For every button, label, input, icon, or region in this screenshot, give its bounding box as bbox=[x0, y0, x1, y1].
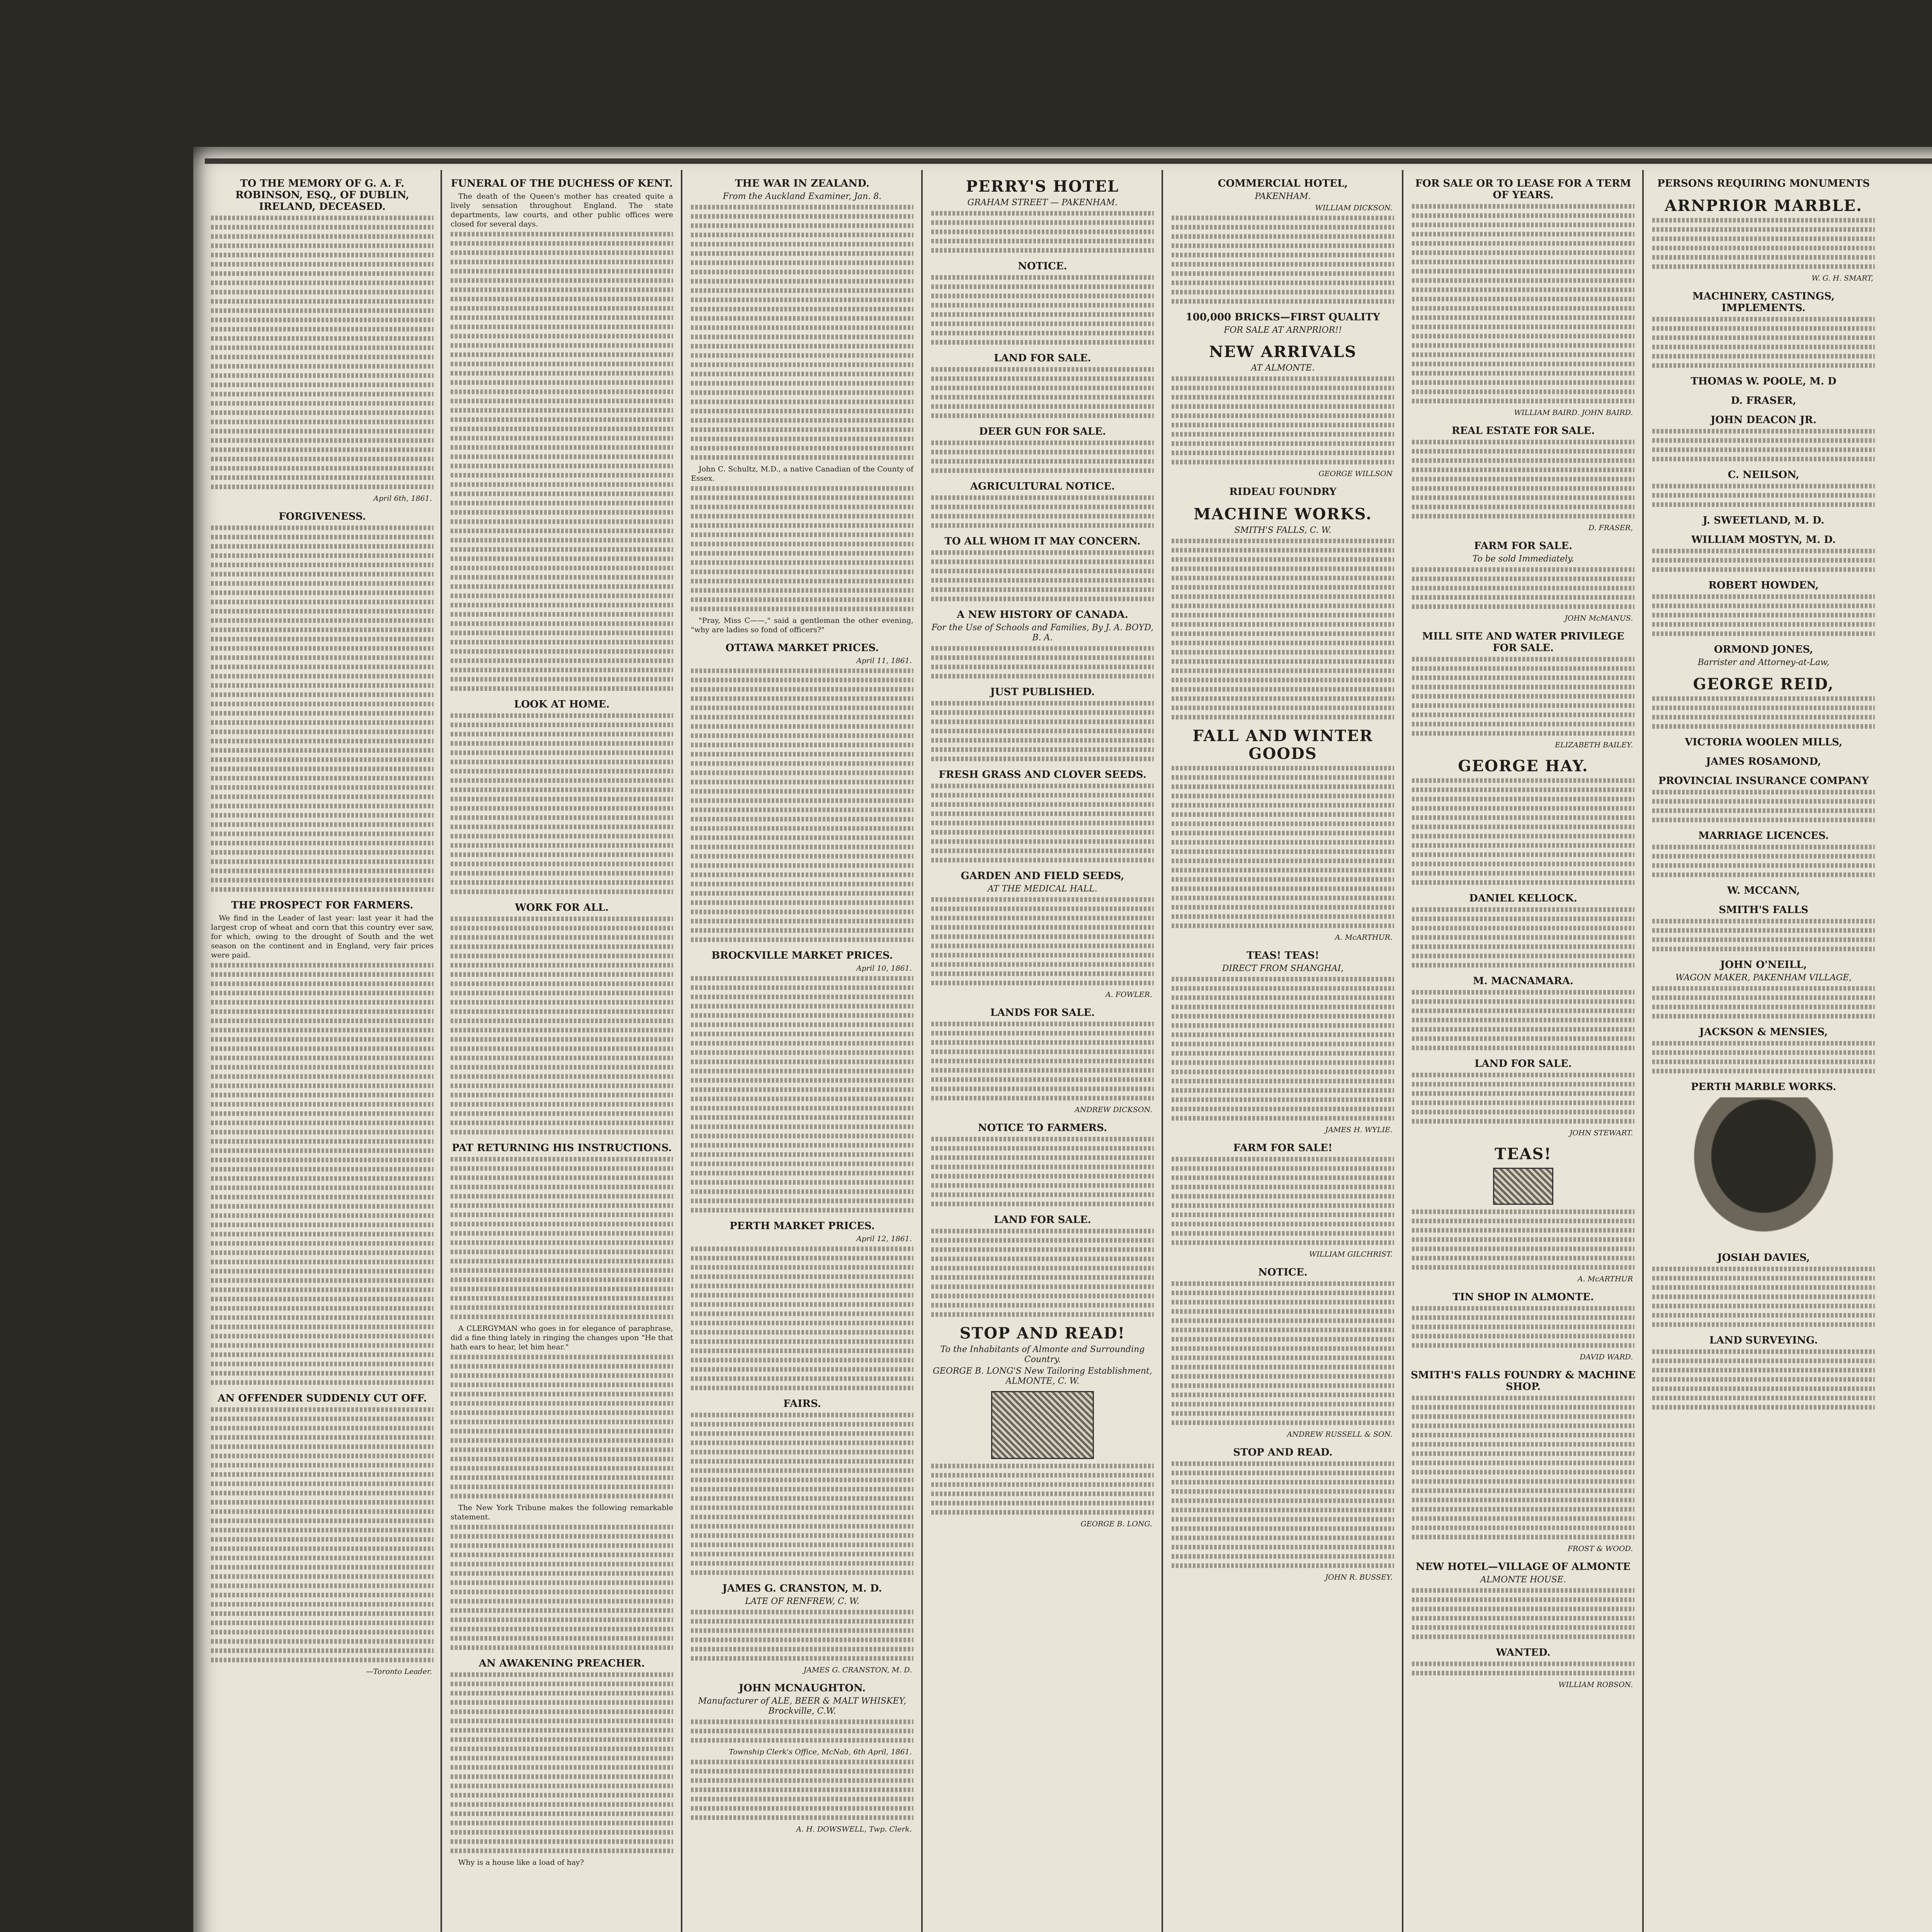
perth-marble-title: PERTH MARBLE WORKS. bbox=[1690, 1081, 1837, 1093]
commercial-title: COMMERCIAL HOTEL, bbox=[1218, 178, 1348, 189]
gilchrist-sig: WILLIAM GILCHRIST. bbox=[1309, 1250, 1393, 1259]
hay-title: GEORGE HAY. bbox=[1458, 757, 1588, 775]
howden-text bbox=[1652, 594, 1875, 636]
lease-text bbox=[1412, 204, 1634, 403]
nyt-body bbox=[451, 1525, 673, 1650]
look-title: LOOK AT HOME. bbox=[514, 699, 610, 710]
hay-riddle: Why is a house like a load of hay? bbox=[458, 1858, 584, 1867]
land-sale2-text bbox=[931, 1229, 1154, 1317]
marriage-text bbox=[1652, 845, 1875, 877]
garden-title: GARDEN AND FIELD SEEDS, bbox=[961, 870, 1124, 882]
machinery-title: MACHINERY, CASTINGS, IMPLEMENTS. bbox=[1692, 291, 1835, 314]
agri-text bbox=[931, 495, 1154, 528]
schultz-body bbox=[691, 486, 913, 611]
bricks-title: 100,000 BRICKS—FIRST QUALITY bbox=[1185, 311, 1380, 323]
hay-text bbox=[1412, 778, 1634, 885]
lands-title: LANDS FOR SALE. bbox=[990, 1007, 1095, 1019]
stop-read-text bbox=[1172, 1461, 1394, 1568]
column-rule bbox=[1642, 170, 1644, 1932]
hotel-text bbox=[1412, 1588, 1634, 1639]
work-title: WORK FOR ALL. bbox=[515, 902, 609, 913]
funeral-title: FUNERAL OF THE DUCHESS OF KENT. bbox=[451, 178, 673, 189]
mcnaughton-title: JOHN MCNAUGHTON. bbox=[738, 1682, 866, 1694]
arnprior-text bbox=[1652, 218, 1875, 269]
russell-sig: ANDREW RUSSELL & SON. bbox=[1287, 1430, 1393, 1439]
oneill-sub: WAGON MAKER, PAKENHAM VILLAGE, bbox=[1675, 973, 1852, 983]
column-1 bbox=[209, 170, 436, 1932]
fraser-sig: D. FRASER, bbox=[1588, 524, 1633, 532]
arrivals-sub: AT ALMONTE. bbox=[1251, 363, 1315, 373]
preacher-title: AN AWAKENING PREACHER. bbox=[479, 1658, 645, 1669]
smiths-text bbox=[1412, 1396, 1634, 1539]
war-source: From the Auckland Examiner, Jan. 8. bbox=[723, 192, 882, 201]
marriage-title: MARRIAGE LICENCES. bbox=[1698, 830, 1829, 842]
war-title: THE WAR IN ZEALAND. bbox=[735, 178, 869, 189]
just-title: JUST PUBLISHED. bbox=[990, 686, 1095, 698]
wanted-text bbox=[1412, 1662, 1634, 1675]
long-text bbox=[931, 1464, 1154, 1515]
perry-title: PERRY'S HOTEL bbox=[966, 177, 1119, 196]
concern-title: TO ALL WHOM IT MAY CONCERN. bbox=[944, 536, 1141, 547]
ottawa-date: April 11, 1861. bbox=[856, 656, 912, 665]
funeral-text: The death of the Queen's mother has created quite a lively sensation throughout England. The state departments, law courts, and other public offices were closed for several days. bbox=[451, 192, 673, 228]
brockville-date: April 10, 1861. bbox=[856, 964, 912, 973]
prospect-title: THE PROSPECT FOR FARMERS. bbox=[231, 900, 413, 911]
prospect-text: We find in the Leader of last year: last year it had the largest crop of wheat and corn that this country ever saw, for which, owing to the drought of South and the wet season on the continent and in England, very fair prices were paid. bbox=[211, 914, 434, 959]
mcnaughton-text bbox=[691, 1719, 913, 1743]
notice-text bbox=[1172, 1281, 1394, 1425]
perth-date: April 12, 1861. bbox=[856, 1235, 912, 1243]
commercial-text bbox=[1172, 216, 1394, 304]
fraser-title: D. FRASER, bbox=[1731, 395, 1796, 406]
offender-title: AN OFFENDER SUDDENLY CUT OFF. bbox=[218, 1393, 427, 1404]
perth-prices bbox=[691, 1247, 913, 1390]
mcmanus-sig: JOHN McMANUS. bbox=[1565, 614, 1633, 622]
victoria-title: VICTORIA WOOLEN MILLS, bbox=[1685, 736, 1842, 748]
perth-title: PERTH MARKET PRICES. bbox=[730, 1220, 875, 1232]
stewart-sig: JOHN STEWART. bbox=[1569, 1129, 1633, 1137]
offender-source: —Toronto Leader. bbox=[366, 1667, 432, 1676]
column-2 bbox=[448, 170, 675, 1932]
poole-title: THOMAS W. POOLE, M. D bbox=[1690, 376, 1837, 387]
bussey-sig: JOHN R. BUSSEY. bbox=[1325, 1573, 1393, 1582]
farmers-text bbox=[931, 1137, 1154, 1206]
rideau-title: RIDEAU FOUNDRY bbox=[1229, 486, 1337, 498]
war-text bbox=[691, 205, 913, 460]
land-title: LAND FOR SALE. bbox=[1475, 1058, 1572, 1070]
column-rule bbox=[440, 170, 442, 1932]
dowswell-sig: A. H. DOWSWELL, Twp. Clerk. bbox=[796, 1825, 912, 1833]
farm-text bbox=[1172, 1157, 1394, 1245]
jackson-title: JACKSON & MENSIES, bbox=[1699, 1026, 1828, 1038]
fairs-text bbox=[691, 1413, 913, 1575]
neilson-title: C. NEILSON, bbox=[1728, 469, 1799, 481]
cranston-sub: LATE OF RENFREW, C. W. bbox=[745, 1597, 859, 1606]
nyt-text: The New York Tribune makes the following remarkable statement. bbox=[451, 1503, 673, 1521]
machine-title: MACHINE WORKS. bbox=[1194, 505, 1372, 523]
stop-read-title: STOP AND READ. bbox=[1233, 1447, 1333, 1458]
commercial-owner: WILLIAM DICKSON. bbox=[1315, 204, 1393, 212]
column-5 bbox=[1169, 170, 1396, 1932]
notice-title: NOTICE. bbox=[1018, 260, 1067, 272]
macnamara-title: M. MACNAMARA. bbox=[1473, 975, 1574, 987]
look-text bbox=[451, 713, 673, 894]
notice-title: NOTICE. bbox=[1258, 1267, 1308, 1278]
oneill-text bbox=[1652, 986, 1875, 1019]
robson-sig: WILLIAM ROBSON. bbox=[1558, 1680, 1633, 1689]
land-sale2-title: LAND FOR SALE. bbox=[994, 1214, 1091, 1226]
neilson-text bbox=[1652, 484, 1875, 507]
land-sale-title: LAND FOR SALE. bbox=[994, 352, 1091, 364]
teas-text bbox=[1412, 1209, 1634, 1270]
concern-text bbox=[931, 550, 1154, 601]
fall-title: FALL AND WINTER GOODS bbox=[1192, 727, 1373, 763]
township-notice: Township Clerk's Office, McNab, 6th April, 1861. bbox=[729, 1748, 912, 1756]
hotel-title: NEW HOTEL—VILLAGE OF ALMONTE bbox=[1416, 1561, 1631, 1573]
column-rule bbox=[681, 170, 682, 1932]
ottawa-prices bbox=[691, 668, 913, 942]
kellock-title: DANIEL KELLOCK. bbox=[1469, 893, 1577, 904]
tea-chest-illustration bbox=[1493, 1168, 1553, 1205]
arthur-sig: A. McARTHUR. bbox=[1335, 933, 1393, 942]
cranston-sig: JAMES G. CRANSTON, M. D. bbox=[803, 1666, 912, 1674]
garden-text bbox=[931, 897, 1154, 985]
farm-title: FARM FOR SALE. bbox=[1474, 540, 1573, 552]
poem-title: TO THE MEMORY OF G. A. F. ROBINSON, ESQ., OF DUBLIN, IRELAND, DECEASED. bbox=[235, 178, 409, 213]
arrivals-text bbox=[1172, 376, 1394, 464]
deacon-title: JOHN DEACON JR. bbox=[1711, 414, 1816, 426]
farm-title: FARM FOR SALE! bbox=[1233, 1142, 1333, 1154]
bailey-sig: ELIZABETH BAILEY. bbox=[1555, 741, 1633, 749]
clergyman-text: A CLERGYMAN who goes in for elegance of paraphrase, did a fine thing lately in ringing the changes upon "He that hath ears to hear, let him hear." bbox=[451, 1324, 673, 1351]
hotel-sub: ALMONTE HOUSE. bbox=[1480, 1575, 1566, 1585]
poem-text bbox=[211, 216, 434, 489]
column-3 bbox=[689, 170, 916, 1932]
wylie-sig: JAMES H. WYLIE. bbox=[1325, 1126, 1393, 1134]
forgiveness-title: FORGIVENESS. bbox=[279, 511, 366, 522]
tin-text bbox=[1412, 1306, 1634, 1348]
macnamara-text bbox=[1412, 990, 1634, 1050]
history-title: A NEW HISTORY OF CANADA. bbox=[957, 609, 1128, 621]
long-title: GEORGE B. LONG'S New Tailoring Establishment, ALMONTE, C. W. bbox=[933, 1366, 1152, 1386]
column-rule bbox=[1162, 170, 1163, 1932]
land-text bbox=[1412, 1073, 1634, 1124]
offender-text bbox=[211, 1407, 434, 1662]
howden-title: ROBERT HOWDEN, bbox=[1708, 580, 1819, 591]
frost-sig: FROST & WOOD. bbox=[1567, 1544, 1633, 1553]
work-text bbox=[451, 917, 673, 1134]
newspaper-page bbox=[193, 147, 1932, 1932]
clergyman-body bbox=[451, 1355, 673, 1498]
mccann-title: W. MCCANN, bbox=[1727, 885, 1800, 896]
just-text bbox=[931, 701, 1154, 761]
davies-title: JOSIAH DAVIES, bbox=[1717, 1252, 1810, 1264]
mill-title: MILL SITE AND WATER PRIVILEGE FOR SALE. bbox=[1422, 631, 1624, 654]
jones-sub: Barrister and Attorney-at-Law, bbox=[1697, 658, 1830, 667]
preacher-text bbox=[451, 1672, 673, 1853]
history-text bbox=[931, 646, 1154, 679]
rosamond-title: JAMES ROSAMOND, bbox=[1706, 756, 1821, 767]
commercial-sub: PAKENHAM. bbox=[1255, 192, 1311, 201]
agri-title: AGRICULTURAL NOTICE. bbox=[970, 481, 1115, 492]
reid-title: GEORGE REID, bbox=[1693, 675, 1834, 693]
bricks-sub: FOR SALE AT ARNPRIOR!! bbox=[1224, 325, 1342, 335]
provincial-text bbox=[1652, 790, 1875, 822]
history-sub: For the Use of Schools and Families, By J. A. BOYD, B. A. bbox=[931, 623, 1154, 643]
teas-sub: DIRECT FROM SHANGHAI, bbox=[1222, 964, 1344, 973]
arnprior-title: ARNPRIOR MARBLE. bbox=[1665, 197, 1862, 215]
fall-text bbox=[1172, 766, 1394, 928]
farmers-title: NOTICE TO FARMERS. bbox=[978, 1122, 1107, 1134]
cranston-title: JAMES G. CRANSTON, M. D. bbox=[722, 1583, 882, 1594]
real-title: REAL ESTATE FOR SALE. bbox=[1451, 425, 1595, 437]
farm-text bbox=[1412, 567, 1634, 609]
lands-text bbox=[931, 1022, 1154, 1100]
farm-sub: To be sold Immediately. bbox=[1472, 554, 1574, 564]
teas-text bbox=[1172, 977, 1394, 1121]
column-4 bbox=[929, 170, 1156, 1932]
pat-text bbox=[451, 1157, 673, 1319]
reid-text bbox=[1652, 696, 1875, 729]
forgiveness-text bbox=[211, 526, 434, 892]
monuments-title: PERSONS REQUIRING MONUMENTS bbox=[1657, 178, 1870, 189]
mcnaughton-sub: Manufacturer of ALE, BEER & MALT WHISKEY, Brockville, C.W. bbox=[698, 1696, 906, 1716]
fairs-title: FAIRS. bbox=[783, 1398, 821, 1410]
machine-sub: SMITH'S FALLS, C. W. bbox=[1234, 526, 1332, 535]
mostyn-text bbox=[1652, 549, 1875, 572]
poem-date: April 6th, 1861. bbox=[373, 494, 432, 503]
stop-title: STOP AND READ! bbox=[959, 1324, 1126, 1342]
schultz-text: John C. Schultz, M.D., a native Canadian of the County of Essex. bbox=[691, 465, 913, 483]
pray-text: "Pray, Miss C——," said a gentleman the other evening, "why are ladies so fond of officers?" bbox=[691, 616, 913, 634]
oneill-title: JOHN O'NEILL, bbox=[1720, 959, 1807, 971]
davies-text bbox=[1652, 1267, 1875, 1327]
surveying-text bbox=[1652, 1349, 1875, 1410]
funeral-body bbox=[451, 232, 673, 691]
notice-text bbox=[931, 275, 1154, 345]
wanted-title: WANTED. bbox=[1496, 1647, 1551, 1658]
teas-title: TEAS! bbox=[1495, 1145, 1552, 1163]
kellock-text bbox=[1412, 907, 1634, 968]
brockville-prices bbox=[691, 976, 913, 1213]
lease-title: FOR SALE OR TO LEASE FOR A TERM OF YEARS. bbox=[1415, 178, 1631, 201]
willson-sig: GEORGE WILLSON bbox=[1318, 469, 1393, 478]
machine-text bbox=[1172, 539, 1394, 719]
deacon-text bbox=[1652, 429, 1875, 461]
deer-title: DEER GUN FOR SALE. bbox=[979, 426, 1106, 437]
long-sig: GEORGE B. LONG. bbox=[1080, 1520, 1152, 1528]
column-6 bbox=[1410, 170, 1637, 1932]
prospect-body bbox=[211, 963, 434, 1385]
sweetland-title: J. SWEETLAND, M. D. bbox=[1702, 515, 1825, 526]
top-rule bbox=[205, 158, 1932, 164]
surveying-title: LAND SURVEYING. bbox=[1709, 1335, 1818, 1346]
mcarthur-sig: A. McARTHUR bbox=[1577, 1275, 1633, 1283]
smiths-title: SMITH'S FALLS bbox=[1719, 904, 1808, 916]
machinery-text bbox=[1652, 317, 1875, 368]
arrivals-title: NEW ARRIVALS bbox=[1209, 343, 1357, 361]
brockville-title: BROCKVILLE MARKET PRICES. bbox=[711, 950, 893, 961]
column-7 bbox=[1650, 170, 1877, 1932]
jones-title: ORMOND JONES, bbox=[1714, 644, 1813, 655]
pat-title: PAT RETURNING HIS INSTRUCTIONS. bbox=[452, 1142, 672, 1154]
monument-willow-illustration bbox=[1682, 1097, 1845, 1244]
smiths-text bbox=[1652, 919, 1875, 951]
ward-sig: DAVID WARD. bbox=[1580, 1353, 1633, 1361]
jackson-text bbox=[1652, 1041, 1875, 1073]
fowler-sig: A. FOWLER. bbox=[1105, 990, 1152, 999]
mostyn-title: WILLIAM MOSTYN, M. D. bbox=[1691, 534, 1836, 546]
teas-title: TEAS! TEAS! bbox=[1246, 950, 1320, 961]
tin-title: TIN SHOP IN ALMONTE. bbox=[1452, 1291, 1594, 1303]
baird-sig: WILLIAM BAIRD. JOHN BAIRD. bbox=[1514, 408, 1633, 417]
township-text bbox=[691, 1760, 913, 1820]
grass-title: FRESH GRASS AND CLOVER SEEDS. bbox=[939, 769, 1146, 781]
dickson-sig: ANDREW DICKSON. bbox=[1075, 1105, 1152, 1114]
column-rule bbox=[921, 170, 923, 1932]
cranston-text bbox=[691, 1610, 913, 1661]
perry-text bbox=[931, 211, 1154, 253]
deer-text bbox=[931, 440, 1154, 473]
ottawa-title: OTTAWA MARKET PRICES. bbox=[725, 642, 879, 654]
real-text bbox=[1412, 440, 1634, 519]
smiths-title: SMITH'S FALLS FOUNDRY & MACHINE SHOP. bbox=[1411, 1369, 1636, 1393]
smart-sig: W. G. H. SMART, bbox=[1811, 274, 1873, 282]
perry-sub: GRAHAM STREET — PAKENHAM. bbox=[967, 198, 1118, 207]
provincial-title: PROVINCIAL INSURANCE COMPANY bbox=[1658, 775, 1869, 787]
stop-sub: To the Inhabitants of Almonte and Surrounding Country. bbox=[940, 1345, 1145, 1364]
land-sale-text bbox=[931, 367, 1154, 418]
garden-sub: AT THE MEDICAL HALL. bbox=[988, 884, 1097, 894]
tailor-figure-illustration bbox=[991, 1391, 1094, 1459]
grass-text bbox=[931, 784, 1154, 862]
mill-text bbox=[1412, 657, 1634, 736]
column-rule bbox=[1402, 170, 1403, 1932]
